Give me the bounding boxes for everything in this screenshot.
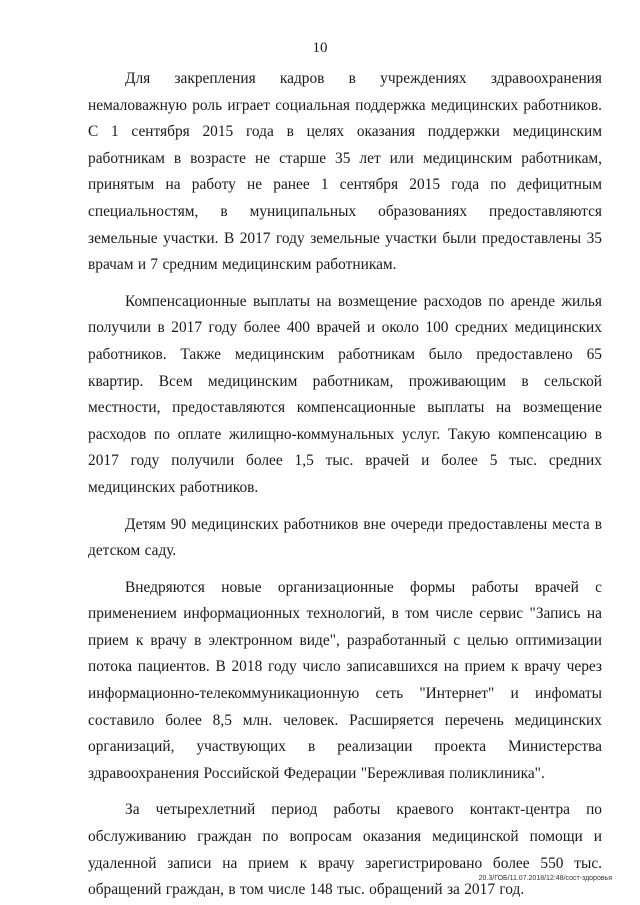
paragraph-kindergarten: Детям 90 медицинских работников вне очереди предоставлены места в детском саду.: [88, 515, 602, 560]
document-body: [88, 66, 602, 904]
paragraph-staff-support: Для закрепления кадров в учреждениях здравоохранения немаловажную роль играет социальная поддержка медицинских работников. С 1 сентября 2015 года в целях оказания поддержки медицинским работникам в возрасте не старше 35 лет или медицинским работникам, принятым на работу не ранее 1 сентября 2015 года по дефицитным специальностям, в муниципальных образованиях предоставляются земельные участки. В 2017 году земельные участки были предоставлены 35 врачам и 7 средним медицинским работникам.: [88, 70, 602, 274]
paragraph-compensation-payments: Компенсационные выплаты на возмещение расходов по аренде жилья получили в 2017 году более 400 врачей и около 100 средних медицинских работников. Также медицинским работникам было предоставлено 65 квартир. Всем медицинским работникам, проживающим в сельской местности, предоставляются компенсационные выплаты на возмещение расходов по оплате жилищно-коммунальных услуг. Такую компенсацию в 2017 году получили более 1,5 тыс. врачей и более 5 тыс. средних медицинских работников.: [88, 292, 602, 496]
paragraph-contact-center: За четырехлетний период работы краевого контакт-центра по обслуживанию граждан по вопросам оказания медицинской помощи и удаленной записи на прием к врачу зарегистрировано более 550 тыс. обращений граждан, в том числе 148 тыс. обращений за 2017 год.: [88, 801, 602, 899]
paragraph-it-services: Внедряются новые организационные формы работы врачей с применением информационных технологий, в том числе сервис "Запись на прием к врачу в электронном виде", разработанный с целью оптимизации потока пациентов. В 2018 году число записавшихся на прием к врачу через информационно-телекоммуникационную сеть "Интернет" и инфоматы составило более 8,5 млн. человек. Расширяется перечень медицинских организаций, участвующих в реализации проекта Министерства здравоохранения Российской Федерации "Бережливая поликлиника".: [88, 578, 602, 782]
document-footer-code: 20.3/ГОБ/11.07.2018/12:48/сост-здоровья: [478, 875, 612, 882]
page-number: 10: [312, 40, 328, 56]
